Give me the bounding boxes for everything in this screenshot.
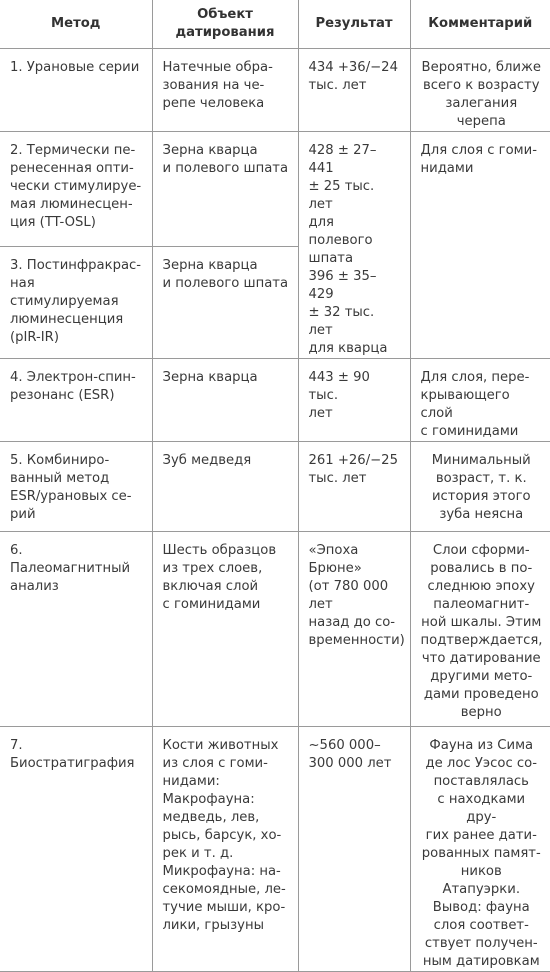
cell-method: 6. Палеомагнитный анализ xyxy=(0,531,152,726)
table-row xyxy=(0,48,550,131)
table-row xyxy=(0,358,550,441)
table-row xyxy=(0,131,550,246)
column-header-comment: Комментарий xyxy=(410,0,550,48)
cell-method: 7. Биостратиграфия xyxy=(0,726,152,971)
cell-comment: Вероятно, ближе всего к возрасту залегания черепа xyxy=(410,48,550,131)
cell-comment: Для слоя с гоми- нидами xyxy=(410,131,550,358)
table-row xyxy=(0,441,550,531)
table-row xyxy=(0,531,550,726)
cell-result: 434 +36/−24 тыс. лет xyxy=(298,48,410,131)
cell-method: 4. Электрон-спин- резонанс (ESR) xyxy=(0,358,152,441)
column-header-method: Метод xyxy=(0,0,152,48)
cell-comment: Минимальный возраст, т. к. история этого зуба неясна xyxy=(410,441,550,531)
cell-comment: Фауна из Сима де лос Уэсос со- поставлялась с находками дру- гих ранее дати- рованных памят- ников Атапуэрки. Вывод: фауна слоя соответ- ствует получен- ным датировкам xyxy=(410,726,550,971)
cell-object: Шесть образцов из трех слоев, включая слой с гоминидами xyxy=(152,531,298,726)
cell-result: ~560 000– 300 000 лет xyxy=(298,726,410,971)
cell-result: 428 ± 27–441 ± 25 тыс. лет для полевого шпата 396 ± 35–429 ± 32 тыс. лет для кварца xyxy=(298,131,410,358)
cell-method: 5. Комбиниро- ванный метод ESR/урановых се- рий xyxy=(0,441,152,531)
cell-result: 443 ± 90 тыс. лет xyxy=(298,358,410,441)
cell-object: Кости животных из слоя с гоми- нидами: Макрофауна: медведь, лев, рысь, барсук, хо- рек и т. д. Микрофауна: на- секомоядные, ле- тучие мыши, кро- лики, грызуны xyxy=(152,726,298,971)
cell-method: 3. Постинфракрас- ная стимулируемая люминесценция (pIR-IR) xyxy=(0,246,152,358)
cell-method: 1. Урановые серии xyxy=(0,48,152,131)
column-header-object: Объект датирования xyxy=(152,0,298,48)
cell-object: Зуб медведя xyxy=(152,441,298,531)
column-header-result: Результат xyxy=(298,0,410,48)
cell-result: 261 +26/−25 тыс. лет xyxy=(298,441,410,531)
cell-object: Зерна кварца и полевого шпата xyxy=(152,131,298,246)
table-row xyxy=(0,726,550,971)
cell-method: 2. Термически пе- ренесенная опти- чески стимулируе- мая люминесцен- ция (TT-OSL) xyxy=(0,131,152,246)
table-header-row xyxy=(0,0,550,48)
cell-object: Зерна кварца xyxy=(152,358,298,441)
cell-object: Зерна кварца и полевого шпата xyxy=(152,246,298,358)
cell-object: Натечные обра- зования на че- репе человека xyxy=(152,48,298,131)
cell-comment: Слои сформи- ровались в по- следнюю эпоху палеомагнит- ной шкалы. Этим подтверждается, что датирование другими мето- дами проведено верно xyxy=(410,531,550,726)
cell-comment: Для слоя, пере- крывающего слой с гоминидами xyxy=(410,358,550,441)
cell-result: «Эпоха Брюне» (от 780 000 лет назад до со- временности) xyxy=(298,531,410,726)
